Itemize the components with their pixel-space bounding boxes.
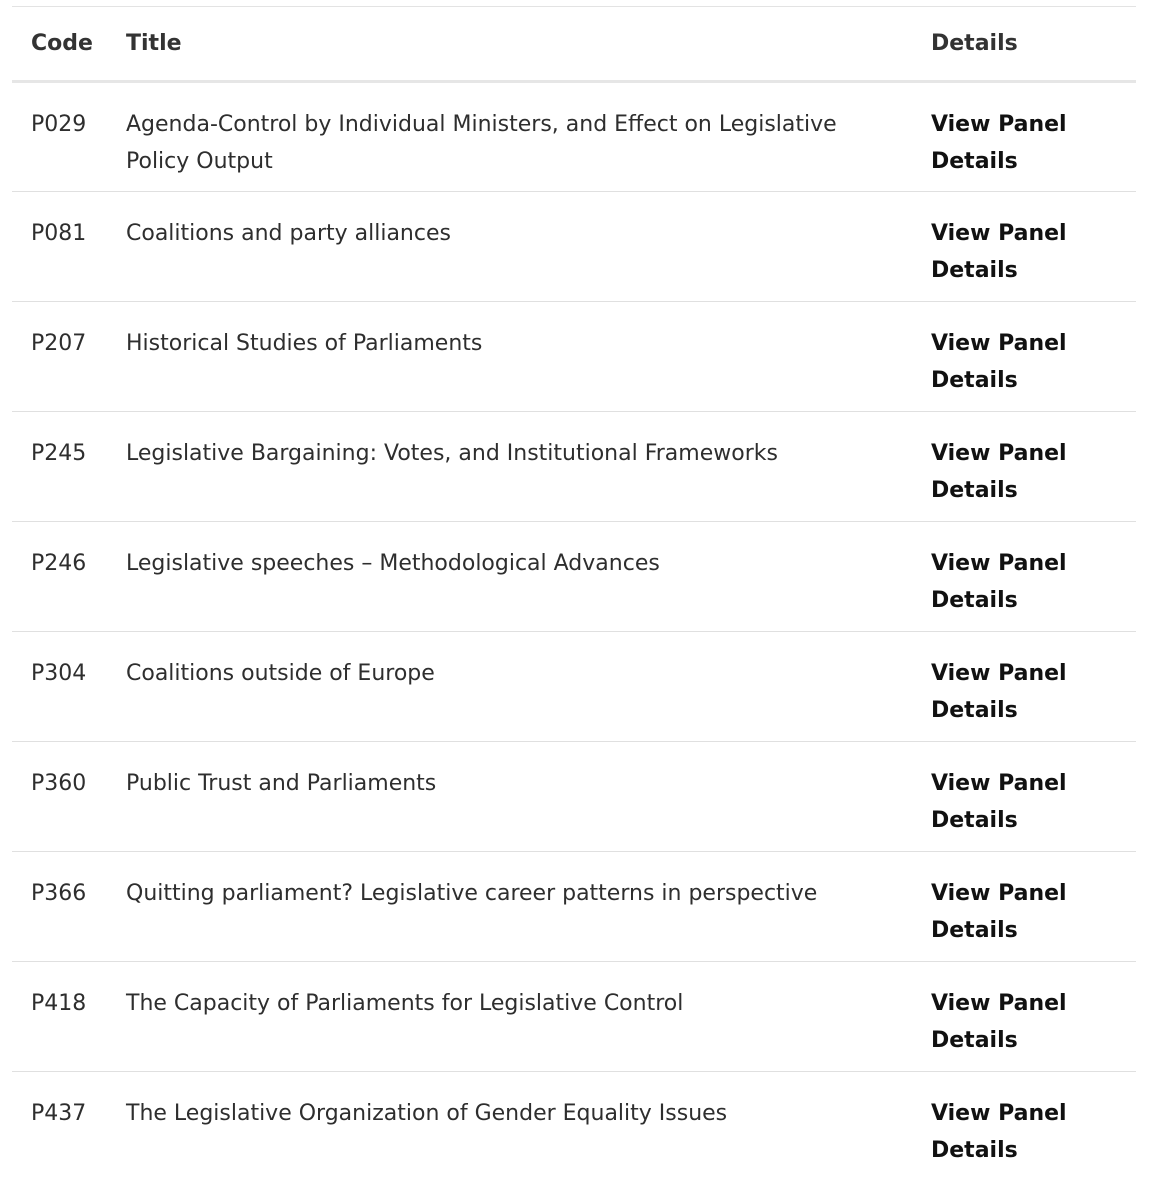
panel-title: Legislative speeches – Methodological Advances (114, 522, 919, 632)
details-cell (919, 302, 1136, 412)
details-cell (919, 82, 1136, 192)
panel-code: P437 (31, 1101, 87, 1126)
details-cell (919, 1072, 1136, 1182)
table-row (12, 1072, 1136, 1182)
panel-title: Quitting parliament? Legislative career patterns in perspective (114, 852, 919, 962)
view-panel-details-link[interactable]: View Panel Details (931, 661, 1067, 723)
table-row (12, 412, 1136, 522)
details-cell (919, 852, 1136, 962)
panel-title: Coalitions outside of Europe (114, 632, 919, 742)
table-body (12, 82, 1136, 1182)
panel-title: The Capacity of Parliaments for Legislative Control (114, 962, 919, 1072)
column-header-title: Title (114, 7, 919, 82)
details-cell (919, 962, 1136, 1072)
panel-code: P418 (12, 962, 114, 1072)
view-panel-details-link[interactable]: View Panel Details (931, 441, 1067, 503)
panel-title: Historical Studies of Parliaments (114, 302, 919, 412)
view-panel-details-link[interactable]: View Panel Details (931, 991, 1067, 1053)
table-row (12, 742, 1136, 852)
view-panel-details-link[interactable]: View Panel Details (931, 331, 1067, 393)
panel-code: P081 (12, 192, 114, 302)
table-row (12, 962, 1136, 1072)
panel-code: P245 (12, 412, 114, 522)
panels-table (12, 7, 1136, 1182)
panel-code: P207 (12, 302, 114, 412)
view-panel-details-link[interactable]: View Panel Details (931, 551, 1067, 613)
details-cell (919, 522, 1136, 632)
panel-title: The Legislative Organization of Gender Equality Issues (126, 1101, 728, 1126)
table-row (12, 192, 1136, 302)
panel-code: P304 (12, 632, 114, 742)
panel-code: P366 (12, 852, 114, 962)
view-panel-details-link[interactable]: View Panel Details (931, 1101, 1067, 1163)
table-row (12, 302, 1136, 412)
panel-title: Coalitions and party alliances (114, 192, 919, 302)
details-cell (919, 192, 1136, 302)
view-panel-details-link[interactable]: View Panel Details (931, 881, 1067, 943)
details-cell (919, 742, 1136, 852)
column-header-code: Code (12, 7, 114, 82)
table-row (12, 852, 1136, 962)
panel-code: P360 (12, 742, 114, 852)
table-header (12, 7, 1136, 82)
details-cell (919, 412, 1136, 522)
view-panel-details-link[interactable]: View Panel Details (931, 112, 1067, 174)
table-row (12, 632, 1136, 742)
details-cell (919, 632, 1136, 742)
panel-title: Public Trust and Parliaments (114, 742, 919, 852)
panel-code: P246 (12, 522, 114, 632)
column-header-details: Details (919, 7, 1136, 82)
panel-title: Legislative Bargaining: Votes, and Institutional Frameworks (114, 412, 919, 522)
view-panel-details-link[interactable]: View Panel Details (931, 221, 1067, 283)
header-row (12, 7, 1136, 82)
panel-code: P029 (12, 82, 114, 192)
table-row (12, 522, 1136, 632)
panel-title: Agenda-Control by Individual Ministers, and Effect on Legislative Policy Output (114, 82, 919, 192)
table-row (12, 82, 1136, 192)
view-panel-details-link[interactable]: View Panel Details (931, 771, 1067, 833)
